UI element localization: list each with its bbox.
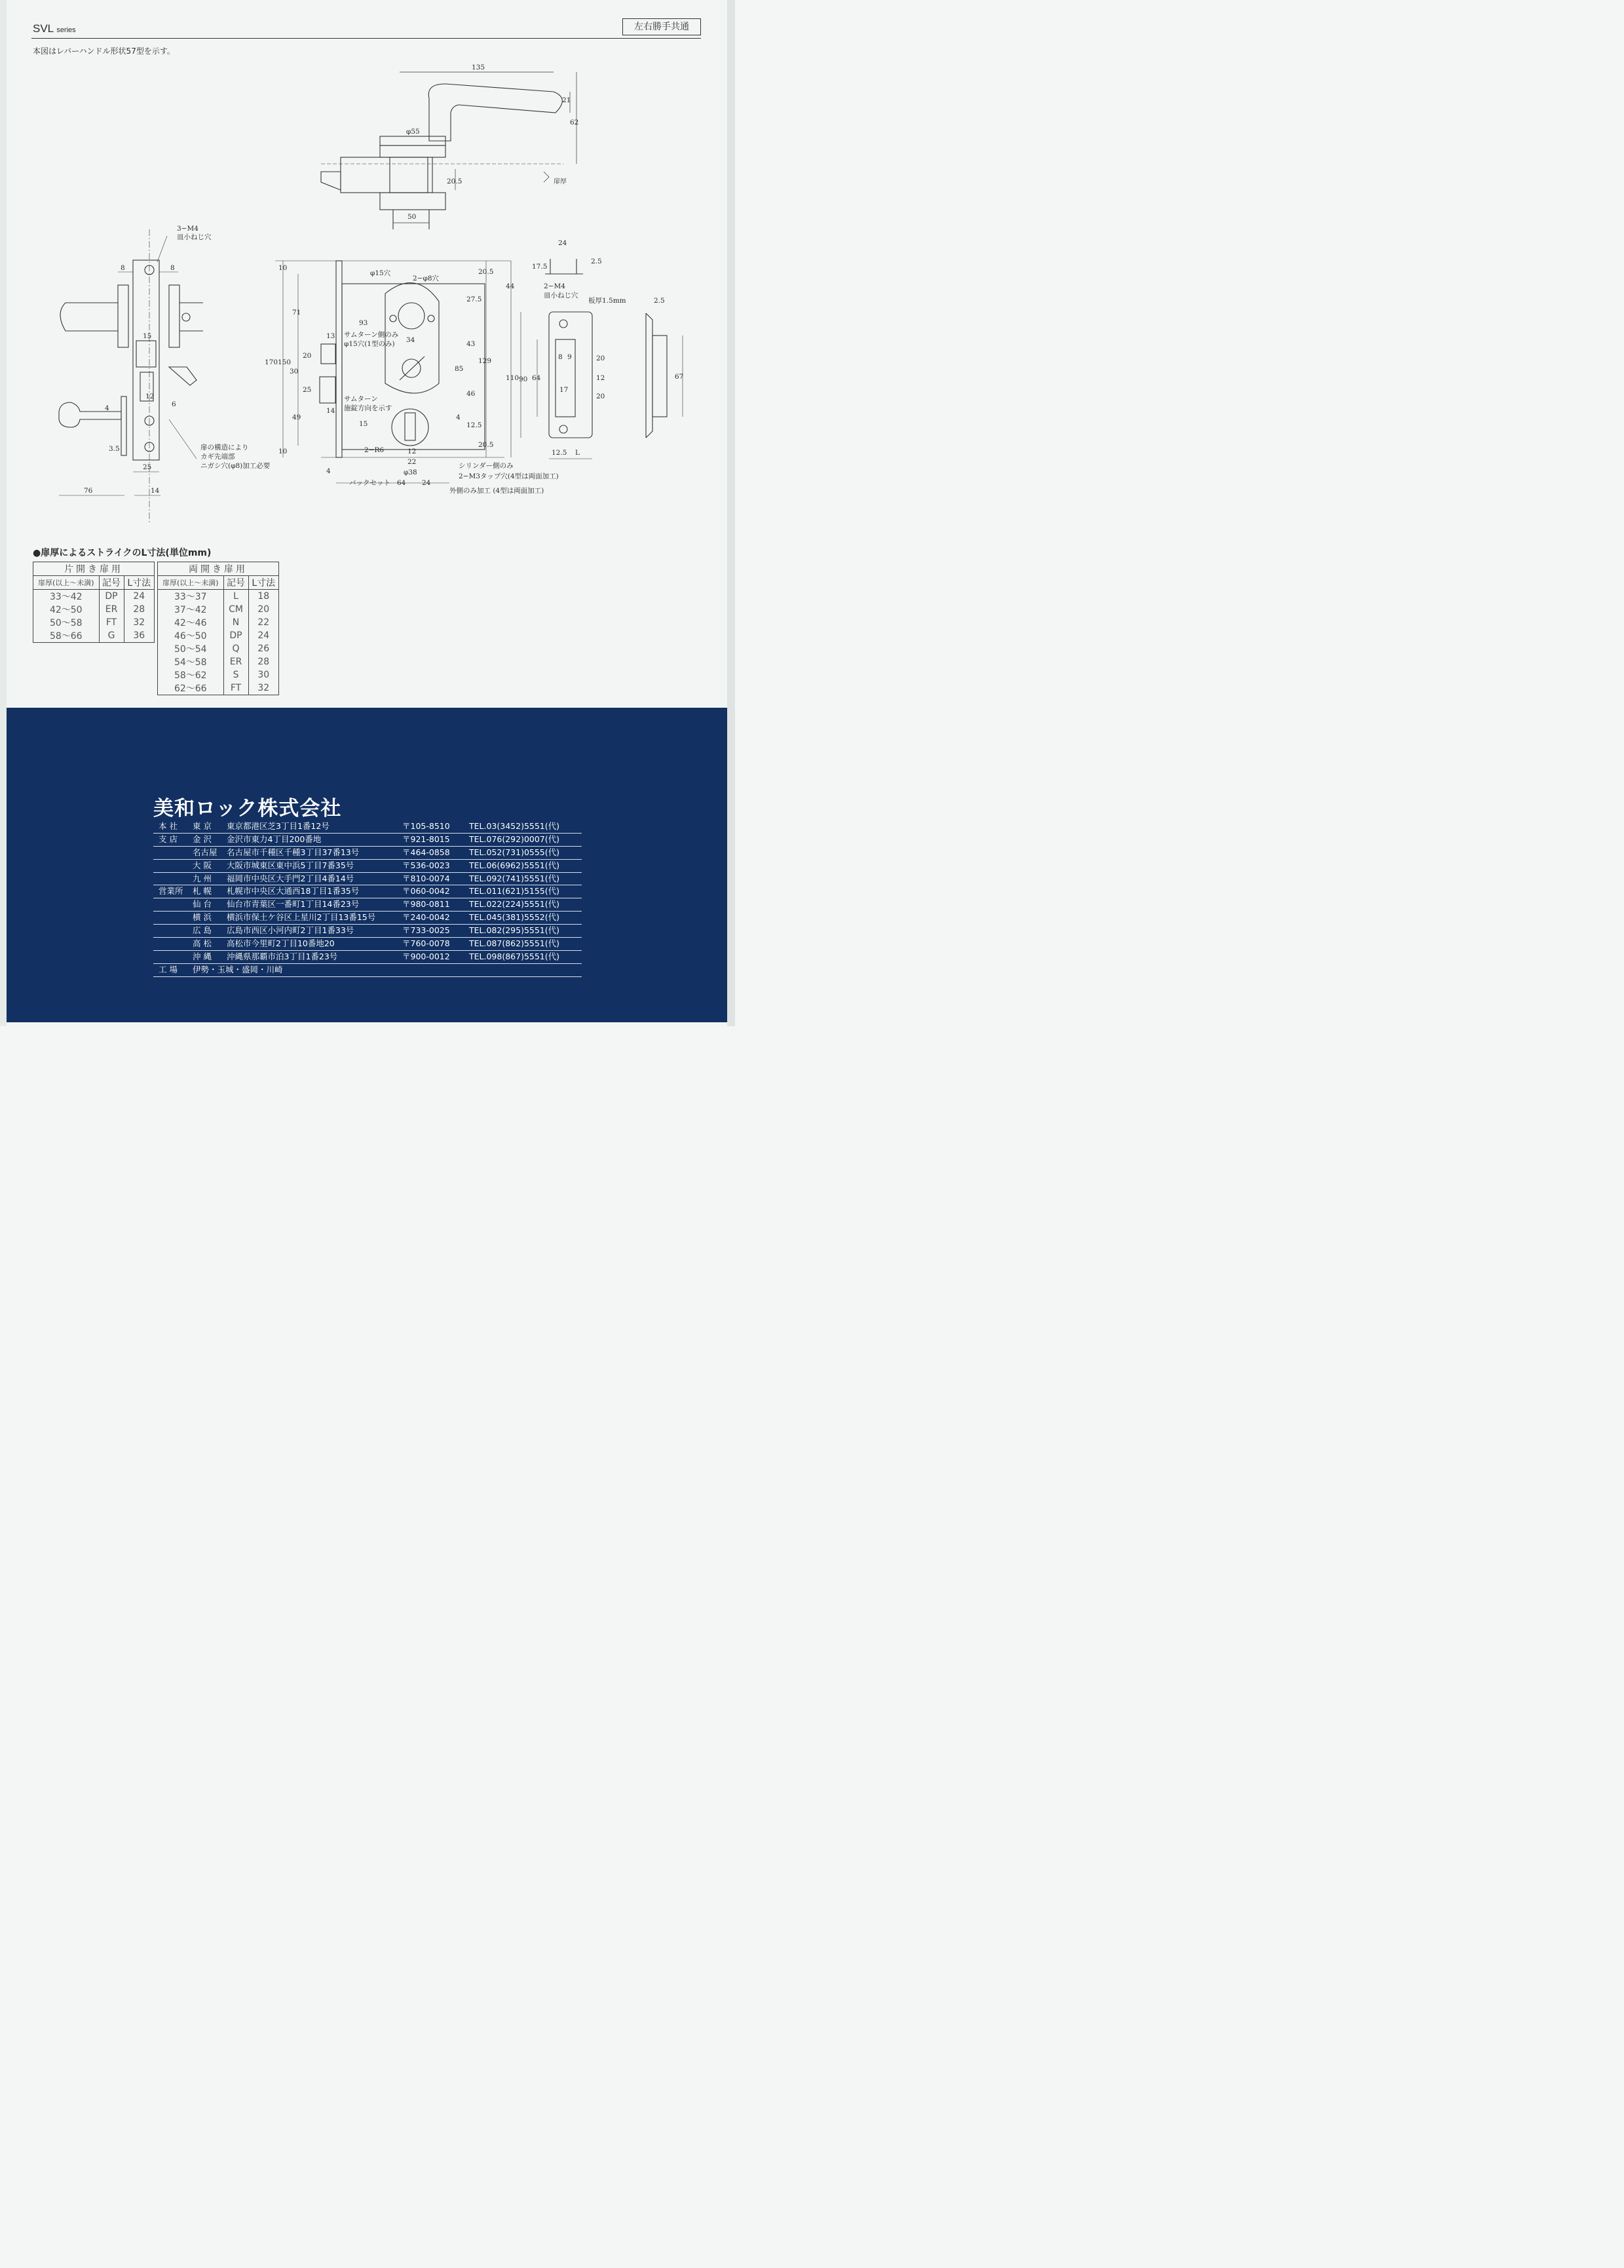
strike-label-m4: 2−M4 (544, 282, 565, 290)
front-dim-20: 20 (303, 352, 312, 360)
strike-dim-64: 64 (532, 374, 541, 382)
office-tel: TEL.03(3452)5551(代) (469, 821, 560, 831)
cell-l: 22 (248, 616, 279, 629)
front-label-8-holes: 2−φ8穴 (413, 275, 440, 282)
cell-code: ER (223, 655, 248, 668)
office-address: 福岡市中央区大手門2丁目4番14号 (227, 873, 354, 883)
front-dim-38: φ38 (404, 469, 417, 476)
front-dim-10-bottom: 10 (278, 448, 288, 455)
company-footer (7, 708, 727, 1022)
cell-l: 26 (248, 642, 279, 655)
office-zip: 〒060-0042 (402, 886, 450, 896)
handle-dim-55: φ55 (406, 128, 420, 136)
front-label-backset: バックセット (349, 479, 390, 487)
side-dim-12: 12 (145, 393, 155, 400)
front-label-15-hole: φ15穴 (370, 269, 391, 277)
strike-dim-12: 12 (596, 374, 605, 382)
strike-front-view (521, 312, 683, 459)
cell-thickness: 58〜62 (158, 668, 224, 682)
office-row (153, 885, 582, 898)
office-city: 横 浜 (193, 912, 212, 923)
front-label-15-hole-type1: φ15穴(1型のみ) (344, 340, 395, 348)
strike-dim-9: 9 (567, 353, 572, 361)
table-row (158, 629, 279, 642)
office-tel: TEL.045(381)5552(代) (469, 912, 560, 923)
single-door-group-header: 片開き扉用 (33, 562, 155, 576)
table-row (158, 642, 279, 655)
side-dim-6: 6 (172, 400, 176, 408)
office-city: 沖 縄 (193, 951, 212, 961)
col-code: 記号 (99, 576, 124, 590)
office-category: 本 社 (159, 821, 178, 831)
cell-code: CM (223, 603, 248, 616)
office-row (153, 820, 582, 834)
office-zip: 〒921-8015 (402, 834, 450, 844)
office-zip: 〒980-0811 (402, 899, 450, 910)
company-name: 美和ロック株式会社 (153, 797, 342, 820)
office-city: 札 幌 (193, 886, 212, 896)
side-label-m4: 3−M4 (177, 225, 198, 233)
office-tel: TEL.087(862)5551(代) (469, 938, 560, 949)
strike-dim-l: L (575, 449, 580, 457)
office-zip: 〒810-0074 (402, 873, 450, 883)
handle-dim-20-5: 20.5 (447, 178, 463, 185)
front-dim-10-top: 10 (278, 264, 288, 272)
side-note-2: カギ先端部 (200, 453, 235, 461)
side-label-screw-hole: 皿小ねじ穴 (177, 233, 212, 241)
side-dim-3-5: 3.5 (109, 445, 120, 453)
office-zip: 〒105-8510 (402, 821, 450, 831)
lock-side-view (59, 229, 203, 524)
series-main: SVL (33, 22, 54, 35)
front-dim-71: 71 (292, 309, 301, 317)
front-dim-4-right: 4 (456, 413, 461, 421)
office-list (153, 820, 582, 977)
table-row (33, 629, 155, 643)
office-category: 営業所 (159, 886, 183, 896)
side-dim-8a: 8 (121, 264, 125, 272)
front-dim-15: 15 (359, 420, 368, 428)
strike-dim-67: 67 (675, 373, 684, 381)
office-city: 九 州 (193, 873, 212, 883)
handle-dim-50: 50 (407, 213, 417, 221)
col-l-size: L寸法 (248, 576, 279, 590)
strike-label-plate-thickness: 板厚1.5mm (588, 297, 626, 305)
catalog-page (0, 0, 735, 1026)
table-row (33, 603, 155, 616)
cell-l: 28 (248, 655, 279, 668)
office-address: 金沢市東力4丁目200番地 (227, 834, 322, 844)
front-label-thumbturn-side: サムターン側のみ (344, 331, 399, 339)
cell-thickness: 50〜58 (33, 616, 100, 629)
office-zip: 〒464-0858 (402, 847, 450, 857)
front-dim-85: 85 (455, 365, 464, 373)
strike-dim-2-5-top: 2.5 (591, 258, 602, 265)
front-dim-44: 44 (506, 282, 515, 290)
front-dim-20-5-bottom: 20.5 (478, 441, 494, 449)
front-dim-129: 129 (478, 357, 492, 365)
table-row (158, 590, 279, 604)
lock-front-view (275, 261, 511, 483)
col-door-thickness: 扉厚(以上〜未満) (33, 576, 100, 590)
col-l-size: L寸法 (124, 576, 155, 590)
strike-dim-20a: 20 (596, 355, 605, 362)
front-dim-27-5: 27.5 (466, 296, 482, 303)
front-dim-43: 43 (466, 340, 476, 348)
strike-dim-17: 17 (559, 386, 569, 394)
office-row (153, 847, 582, 860)
office-tel: TEL.076(292)0007(代) (469, 834, 560, 844)
front-label-r6: 2−R6 (364, 446, 385, 454)
office-zip: 〒240-0042 (402, 912, 450, 923)
front-dim-150: 150 (278, 358, 292, 366)
front-dim-13: 13 (326, 332, 335, 340)
office-row (153, 834, 582, 847)
cell-l: 30 (248, 668, 279, 682)
strike-dim-17-5: 17.5 (532, 263, 548, 271)
cell-code: ER (99, 603, 124, 616)
cell-code: FT (223, 682, 248, 695)
front-dim-24: 24 (422, 479, 431, 487)
front-dim-12-5: 12.5 (466, 421, 482, 429)
double-door-table (157, 562, 279, 695)
office-tel: TEL.082(295)5551(代) (469, 925, 560, 936)
cell-code: DP (99, 590, 124, 604)
office-row (153, 951, 582, 964)
handle-dim-62: 62 (570, 119, 579, 126)
strike-dim-2-5-side: 2.5 (654, 297, 665, 305)
strike-dim-8: 8 (558, 353, 563, 361)
side-dim-4: 4 (105, 404, 109, 412)
office-row (153, 860, 582, 873)
office-tel: TEL.092(741)5551(代) (469, 873, 560, 883)
front-dim-34: 34 (406, 336, 415, 344)
office-city: 高 松 (193, 938, 212, 949)
cell-code: N (223, 616, 248, 629)
table-row (158, 616, 279, 629)
front-dim-64: 64 (397, 479, 406, 487)
cell-code: L (223, 590, 248, 604)
drawing-note: 本図はレバーハンドル形状57型を示す。 (33, 47, 175, 56)
office-address: 札幌市中央区大通西18丁目1番35号 (227, 886, 360, 896)
handle-dim-135: 135 (472, 64, 485, 71)
table-row (33, 590, 155, 604)
front-dim-49: 49 (292, 413, 301, 421)
office-tel: TEL.022(224)5551(代) (469, 899, 560, 910)
office-address: 広島市西区小河内町2丁目1番33号 (227, 925, 354, 936)
office-city: 東 京 (193, 821, 212, 831)
strike-dim-90: 90 (519, 375, 528, 383)
office-zip: 〒733-0025 (402, 925, 450, 936)
technical-drawing (0, 0, 735, 537)
office-zip: 〒536-0023 (402, 860, 450, 870)
cell-code: Q (223, 642, 248, 655)
cell-l: 18 (248, 590, 279, 604)
side-note-1: 扉の構造により (200, 444, 249, 452)
office-tel: TEL.052(731)0555(代) (469, 847, 560, 857)
side-dim-15: 15 (143, 332, 152, 340)
front-dim-30: 30 (290, 368, 299, 375)
cell-thickness: 33〜42 (33, 590, 100, 604)
office-city: 金 沢 (193, 834, 212, 844)
cell-l: 36 (124, 629, 155, 643)
side-note-3: ニガシ穴(φ8)加工必要 (200, 462, 271, 470)
office-row (153, 938, 582, 951)
cell-code: DP (223, 629, 248, 642)
strike-top-view (545, 259, 583, 274)
cell-thickness: 42〜50 (33, 603, 100, 616)
strike-dim-12-5: 12.5 (552, 449, 567, 457)
cell-thickness: 33〜37 (158, 590, 224, 604)
cell-thickness: 62〜66 (158, 682, 224, 695)
cell-thickness: 37〜42 (158, 603, 224, 616)
office-tel: TEL.098(867)5551(代) (469, 951, 560, 961)
side-dim-76: 76 (84, 487, 93, 495)
cell-thickness: 50〜54 (158, 642, 224, 655)
front-dim-110: 110 (506, 374, 519, 382)
table-row (158, 655, 279, 668)
cell-l: 32 (248, 682, 279, 695)
cell-code: G (99, 629, 124, 643)
strike-dim-24: 24 (558, 239, 567, 247)
front-label-cylinder-side: シリンダー側のみ (459, 462, 514, 470)
front-dim-12: 12 (407, 448, 417, 455)
double-door-group-header: 両開き扉用 (158, 562, 279, 576)
cell-code: S (223, 668, 248, 682)
handing-badge: 左右勝手共通 (622, 18, 701, 35)
front-dim-170: 170 (265, 358, 278, 366)
cell-l: 28 (124, 603, 155, 616)
col-door-thickness: 扉厚(以上〜未満) (158, 576, 224, 590)
office-address: 沖縄県那覇市泊3丁目1番23号 (227, 951, 338, 961)
office-address: 仙台市青葉区一番町1丁目14番23号 (227, 899, 360, 910)
front-label-lock-direction: 施錠方向を示す (344, 404, 392, 412)
front-label-thumbturn: サムターン (344, 395, 378, 403)
strike-dim-20b: 20 (596, 393, 605, 400)
office-category: 工 場 (159, 964, 178, 974)
strike-label-screw-hole: 皿小ねじ穴 (544, 292, 578, 299)
office-row (153, 898, 582, 912)
office-city: 大 阪 (193, 860, 212, 870)
office-row (153, 873, 582, 886)
series-sub: series (56, 26, 76, 34)
cell-l: 20 (248, 603, 279, 616)
table-row (158, 682, 279, 695)
side-dim-25: 25 (143, 463, 152, 471)
office-address: 横浜市保土ケ谷区上星川2丁目13番15号 (227, 912, 376, 923)
office-city: 仙 台 (193, 899, 212, 910)
office-tel: TEL.011(621)5155(代) (469, 886, 560, 896)
cell-code: FT (99, 616, 124, 629)
cell-thickness: 42〜46 (158, 616, 224, 629)
col-code: 記号 (223, 576, 248, 590)
side-dim-8b: 8 (170, 264, 175, 272)
office-address: 名古屋市千種区千種3丁目37番13号 (227, 847, 360, 857)
strike-table-title: ●扉厚によるストライクのL寸法(単位mm) (33, 548, 212, 558)
handle-door-label: 扉厚 (554, 178, 567, 185)
office-address: 大阪市城東区東中浜5丁目7番35号 (227, 860, 354, 870)
front-label-outer-only: 外側のみ加工 (4型は両面加工) (449, 487, 544, 495)
office-row (153, 964, 582, 977)
cell-l: 24 (124, 590, 155, 604)
single-door-table (33, 562, 155, 643)
office-city: 伊勢・玉城・盛岡・川崎 (193, 964, 283, 974)
front-dim-20-5-top: 20.5 (478, 268, 494, 276)
office-zip: 〒900-0012 (402, 951, 450, 961)
side-dim-14: 14 (151, 487, 160, 495)
handle-dim-21: 21 (562, 96, 571, 104)
table-row (158, 603, 279, 616)
office-address: 高松市今里町2丁目10番地20 (227, 938, 335, 949)
cell-thickness: 54〜58 (158, 655, 224, 668)
front-label-m3-tap: 2−M3タップ穴(4型は両面加工) (459, 472, 559, 480)
office-tel: TEL.06(6962)5551(代) (469, 860, 560, 870)
front-dim-22: 22 (407, 458, 417, 466)
cell-l: 24 (248, 629, 279, 642)
office-city: 広 島 (193, 925, 212, 936)
front-dim-46: 46 (466, 390, 476, 398)
table-row (33, 616, 155, 629)
front-dim-4-left: 4 (326, 467, 331, 475)
office-row (153, 912, 582, 925)
table-row (158, 668, 279, 682)
office-row (153, 925, 582, 938)
cell-thickness: 46〜50 (158, 629, 224, 642)
office-city: 名古屋 (193, 847, 217, 857)
cell-thickness: 58〜66 (33, 629, 100, 643)
front-dim-25: 25 (303, 386, 312, 394)
cell-l: 32 (124, 616, 155, 629)
office-category: 支 店 (159, 834, 178, 844)
front-dim-93: 93 (359, 319, 368, 327)
handle-top-view (321, 72, 579, 229)
office-zip: 〒760-0078 (402, 938, 450, 949)
office-address: 東京都港区芝3丁目1番12号 (227, 821, 330, 831)
front-dim-14: 14 (326, 407, 335, 415)
